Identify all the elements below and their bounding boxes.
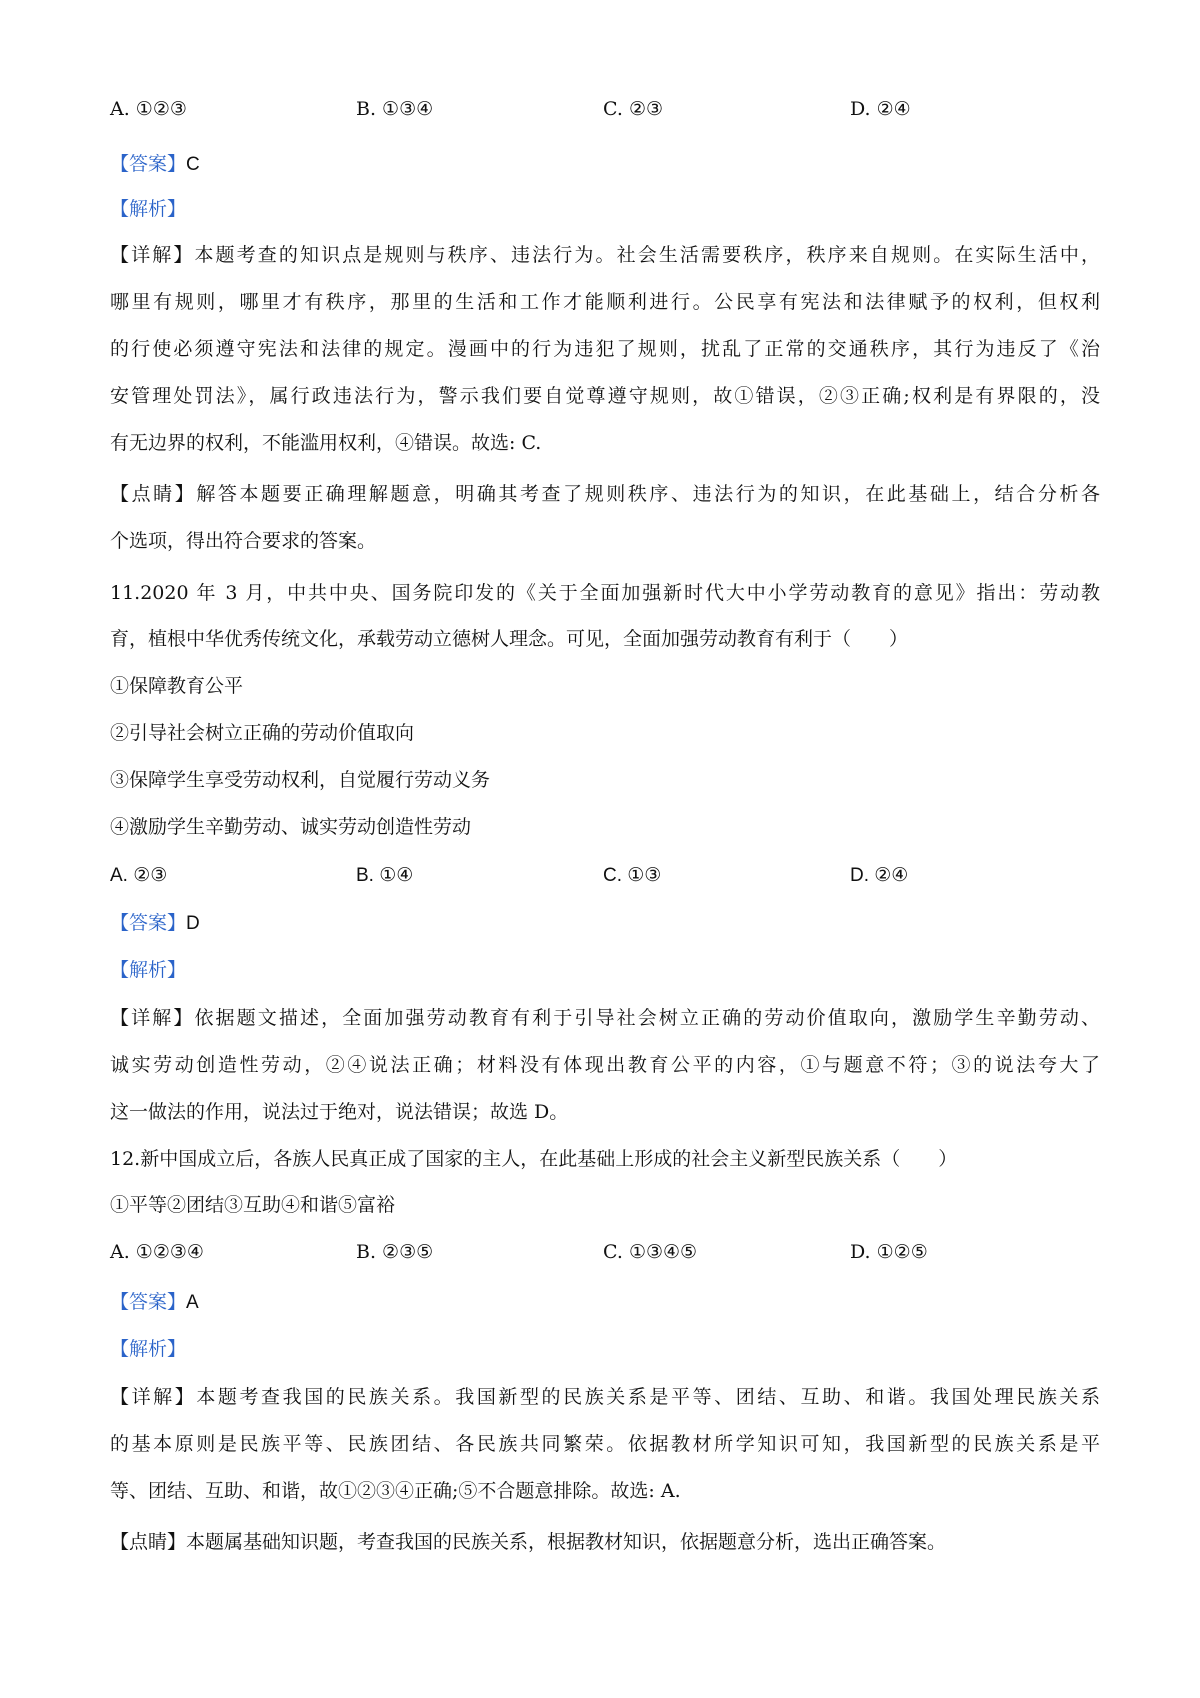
q11-answer-line: [110, 910, 1100, 937]
q12-comment-line-1: [110, 1529, 1100, 1555]
q10-comment-line-1: [110, 481, 1100, 507]
q10-detail-line-3: 的行使必须遵守宪法和法律的规定。漫画中的行为违犯了规则，扰乱了正常的交通秩序，其行为违反了《治: [110, 338, 1100, 360]
q10-analysis-line: [110, 196, 1100, 222]
q12-answer-line: [110, 1289, 1100, 1316]
answer-value: D: [186, 913, 200, 934]
analysis-tag: 【解析】: [110, 198, 187, 220]
q12-stem: 12.新中国成立后，各族人民真正成了国家的主人，在此基础上形成的社会主义新型民族关系（ ）: [110, 1148, 958, 1170]
q11-option-d: D. ②④: [850, 865, 909, 886]
q10-option-c: C. ②③: [603, 98, 664, 120]
detail-tag: 【详解】: [110, 1386, 197, 1408]
q12-option-d: D. ①②⑤: [850, 1241, 928, 1263]
q10-option-a: A. ①②③: [110, 98, 187, 120]
answer-tag: 【答案】: [110, 153, 187, 175]
detail-text: 本题考查我国的民族关系。我国新型的民族关系是平等、团结、互助、和谐。我国处理民族关系: [196, 1386, 1100, 1408]
q11-item-4: ④激励学生辛勤劳动、诚实劳动创造性劳动: [110, 816, 472, 838]
q12-detail-line-2: 的基本原则是民族平等、民族团结、各民族共同繁荣。依据教材所学知识可知，我国新型的民族关系是平: [110, 1433, 1100, 1455]
q11-item-3: ③保障学生享受劳动权利，自觉履行劳动义务: [110, 769, 491, 791]
q11-option-b: B. ①④: [356, 865, 414, 886]
q11-stem-line-1: 11.2020 年 3 月，中共中央、国务院印发的《关于全面加强新时代大中小学劳动教育的意见》指出：劳动教: [110, 582, 1100, 604]
q10-detail-line-2: 哪里有规则，哪里才有秩序，那里的生活和工作才能顺利进行。公民享有宪法和法律赋予的权利，但权利: [110, 291, 1100, 313]
q10-option-b: B. ①③④: [356, 98, 434, 120]
q10-comment-line-2: 个选项，得出符合要求的答案。: [110, 530, 377, 552]
q11-option-a: A. ②③: [110, 865, 168, 886]
answer-tag: 【答案】: [110, 1291, 187, 1313]
q11-stem-line-2: 育，植根中华优秀传统文化，承载劳动立德树人理念。可见，全面加强劳动教育有利于（ ）: [110, 628, 909, 650]
q11-item-2: ②引导社会树立正确的劳动价值取向: [110, 722, 415, 744]
detail-text: 本题考查的知识点是规则与秩序、违法行为。社会生活需要秩序，秩序来自规则。在实际生活中，: [194, 244, 1100, 266]
q10-answer-line: [110, 151, 1100, 178]
q12-option-a: A. ①②③④: [110, 1241, 204, 1263]
comment-text: 本题属基础知识题，考查我国的民族关系，根据教材知识，依据题意分析，选出正确答案。: [186, 1531, 947, 1553]
q12-detail-line-3: 等、团结、互助、和谐，故①②③④正确;⑤不合题意排除。故选: A.: [110, 1480, 681, 1502]
q10-option-d: D. ②④: [850, 98, 911, 120]
q10-detail-line-1: [110, 242, 1100, 268]
detail-tag: 【详解】: [110, 244, 195, 266]
q12-option-c: C. ①③④⑤: [603, 1241, 698, 1263]
q11-option-c: C. ①③: [603, 865, 662, 886]
answer-value: C: [186, 154, 200, 175]
analysis-tag: 【解析】: [110, 959, 187, 981]
q12-detail-line-1: [110, 1384, 1100, 1410]
q11-detail-line-2: 诚实劳动创造性劳动，②④说法正确；材料没有体现出教育公平的内容，①与题意不符；③的说法夸大了: [110, 1054, 1100, 1076]
analysis-tag: 【解析】: [110, 1338, 187, 1360]
comment-text: 解答本题要正确理解题意，明确其考查了规则秩序、违法行为的知识，在此基础上，结合分析各: [196, 483, 1100, 505]
answer-value: A: [186, 1292, 199, 1313]
q10-detail-line-5: 有无边界的权利，不能滥用权利，④错误。故选: C.: [110, 432, 542, 454]
q10-detail-line-4: 安管理处罚法》，属行政违法行为，警示我们要自觉尊遵守规则，故①错误，②③正确;权利是有界限的，没: [110, 385, 1100, 407]
detail-tag: 【详解】: [110, 1007, 195, 1029]
detail-text: 依据题文描述，全面加强劳动教育有利于引导社会树立正确的劳动价值取向，激励学生辛勤劳动、: [194, 1007, 1100, 1029]
comment-tag: 【点睛】: [110, 1531, 187, 1553]
comment-tag: 【点睛】: [110, 483, 197, 505]
q12-analysis-line: [110, 1336, 1100, 1362]
q12-items: ①平等②团结③互助④和谐⑤富裕: [110, 1194, 396, 1216]
q11-detail-line-1: [110, 1005, 1100, 1031]
q12-option-b: B. ②③⑤: [356, 1241, 434, 1263]
q11-analysis-line: [110, 957, 1100, 983]
q11-item-1: ①保障教育公平: [110, 675, 244, 697]
answer-tag: 【答案】: [110, 912, 187, 934]
q11-detail-line-3: 这一做法的作用，说法过于绝对，说法错误；故选 D。: [110, 1101, 569, 1123]
